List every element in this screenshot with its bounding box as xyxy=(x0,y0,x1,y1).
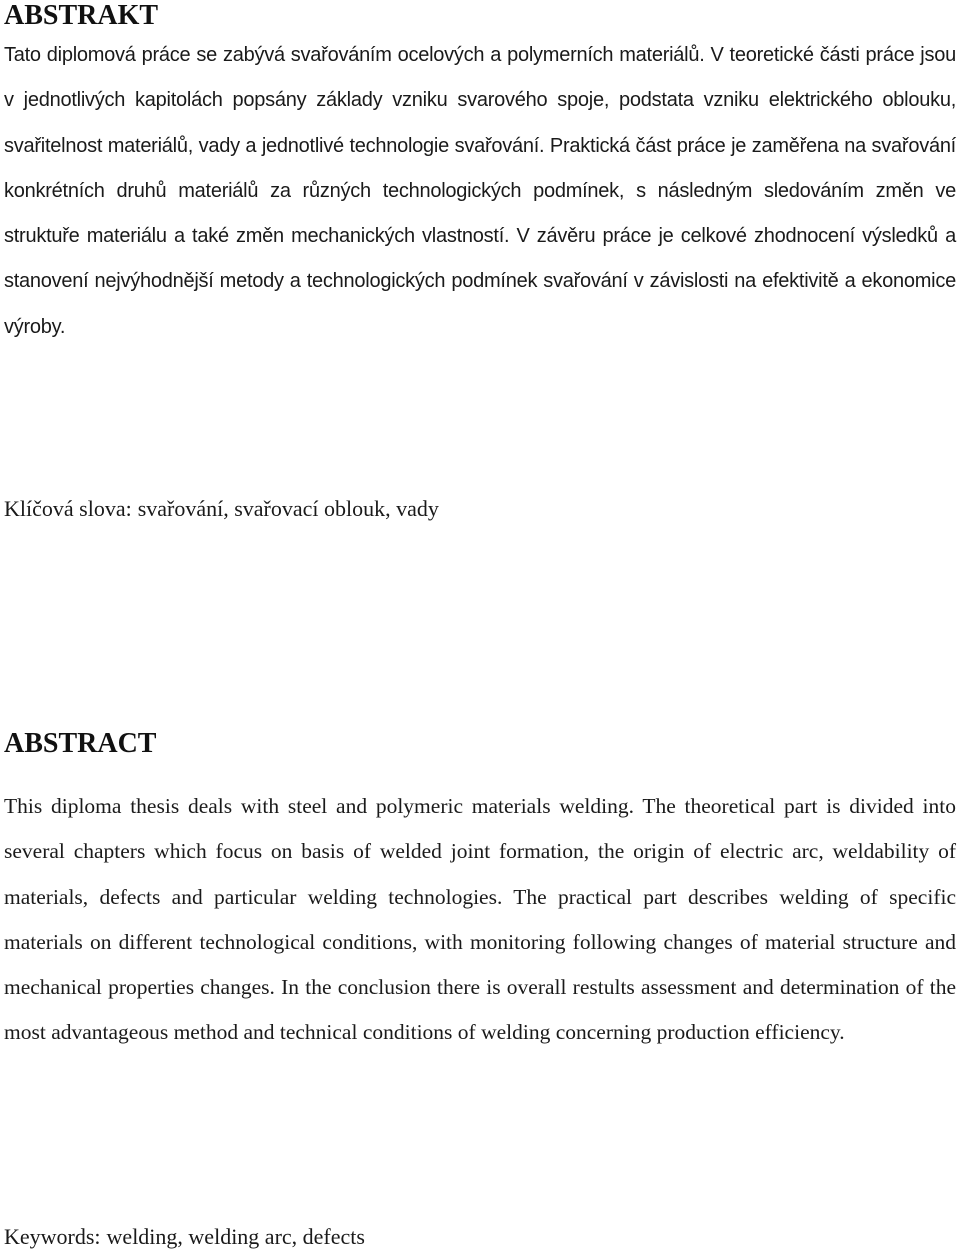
abstrakt-paragraph: Tato diplomová práce se zabývá svařováním ocelových a polymerních materiálů. V teoretické části práce jsou v jednotlivých kapitolách popsány základy vzniku svarového spoje, podstata vzniku elektrického oblouku, svařitelnost materiálů, vady a jednotlivé technologie svařování. Praktická část práce je zaměřena na svařování konkrétních druhů materiálů za různých technologických podmínek, s následným sledováním změn ve struktuře materiálu a také změn mechanických vlastností. V závěru práce je celkové zhodnocení výsledků a stanovení nejvýhodnější metody a technologických podmínek svařování v závislosti na efektivitě a ekonomice výroby. xyxy=(4,44,956,338)
abstract-keywords xyxy=(4,1222,365,1252)
abstract-keywords-label: Keywords: xyxy=(4,1224,101,1249)
abstract-heading: ABSTRACT xyxy=(4,728,157,759)
abstrakt-heading: ABSTRAKT xyxy=(4,0,159,31)
abstract-paragraph: This diploma thesis deals with steel and polymeric materials welding. The theoretical part is divided into several chapters which focus on basis of welded joint formation, the origin of electric arc, weldability of materials, defects and particular welding technologies. The practical part describes welding of specific materials on different technological conditions, with monitoring following changes of material structure and mechanical properties changes. In the conclusion there is overall restults assessment and determination of the most advantageous method and technical conditions of welding concerning production efficiency. xyxy=(4,794,956,1045)
abstrakt-keywords xyxy=(4,494,439,524)
abstract-keywords-value: welding, welding arc, defects xyxy=(106,1224,365,1249)
abstrakt-keywords-value: svařování, svařovací oblouk, vady xyxy=(137,496,439,521)
abstrakt-keywords-label: Klíčová slova: xyxy=(4,496,132,521)
